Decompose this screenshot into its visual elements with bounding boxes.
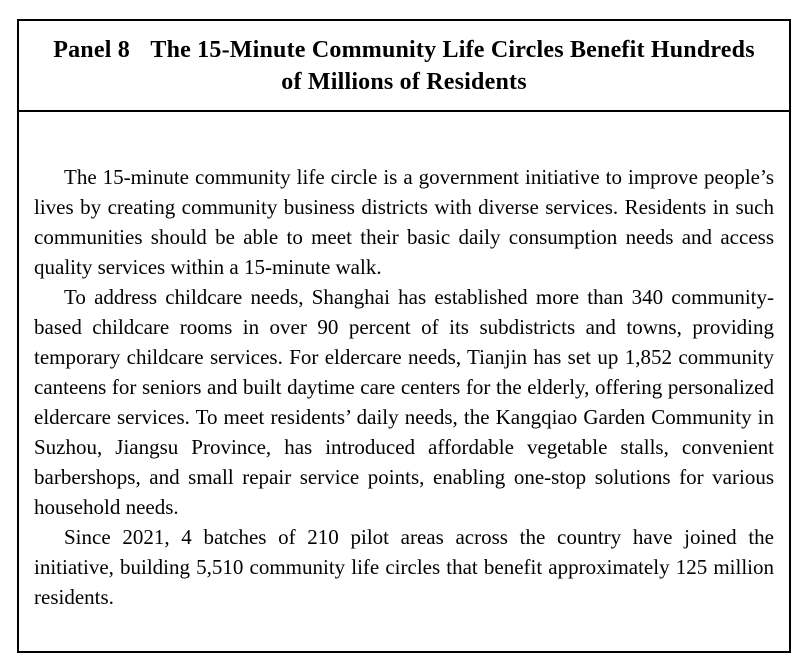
- panel-title-text-2: of Millions of Residents: [281, 69, 527, 95]
- paragraph-intro: The 15-minute community life circle is a government initiative to improve people’s lives by creating community business districts with diverse services. Residents in such communities should be able to meet their basic daily consumption needs and access quality services within a 15-minute walk.: [34, 165, 774, 279]
- paragraph-summary: Since 2021, 4 batches of 210 pilot areas across the country have joined the initiative, building 5,510 community life circles that benefit approximately 125 million residents.: [34, 525, 774, 609]
- panel-title-line-1: [39, 34, 769, 66]
- panel-title-line-2: [39, 66, 769, 98]
- panel-title-text-1: The 15-Minute Community Life Circles Benefit Hundreds: [150, 37, 755, 63]
- paragraph-examples: To address childcare needs, Shanghai has established more than 340 community-based childcare rooms in over 90 percent of its subdistricts and towns, providing temporary childcare services. For eldercare needs, Tianjin has set up 1,852 community canteens for seniors and built daytime care centers for the elderly, offering personalized eldercare services. To meet residents’ daily needs, the Kangqiao Garden Community in Suzhou, Jiangsu Province, has introduced affordable vegetable stalls, convenient barbershops, and small repair service points, enabling one-stop solutions for various household needs.: [34, 285, 774, 519]
- panel-label: Panel 8: [53, 37, 130, 63]
- panel-title: [39, 34, 769, 98]
- panel-box: [17, 19, 791, 653]
- panel-body: [19, 112, 789, 646]
- panel-header: [19, 21, 789, 112]
